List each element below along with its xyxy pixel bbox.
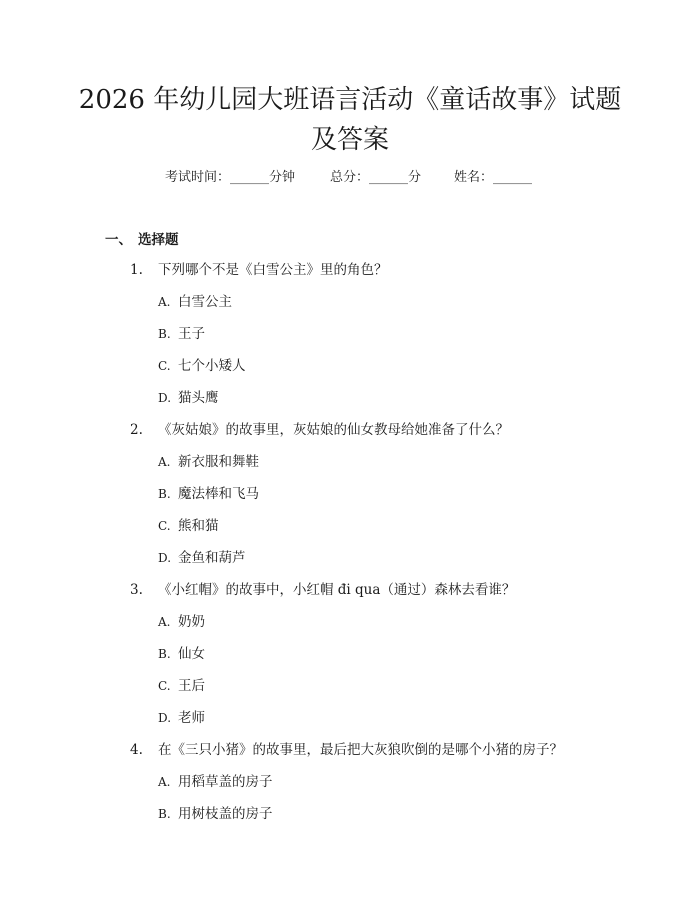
option-text: 奶奶 [178,614,205,630]
option-letter: B. [158,807,171,821]
question-1-option-c [158,356,246,376]
question-3-option-b [158,644,205,664]
question-4-option-b [158,804,273,824]
option-text: 白雪公主 [178,294,232,310]
question-2-option-d [158,548,246,568]
option-letter: C. [158,679,171,693]
section-number: 一、 [105,232,132,248]
option-letter: B. [158,487,171,501]
question-number: 2. [130,422,143,438]
option-text: 用稻草盖的房子 [178,774,273,790]
question-3 [130,580,515,600]
option-letter: B. [158,327,171,341]
option-text: 用树枝盖的房子 [178,806,273,822]
option-text: 新衣服和舞鞋 [178,454,259,470]
question-3-option-a [158,612,205,632]
option-text: 王子 [178,326,205,342]
question-text: 《灰姑娘》的故事里，灰姑娘的仙女教母给她准备了什么？ [158,422,509,438]
question-2 [130,420,509,440]
question-1-option-a [158,292,232,312]
option-letter: A. [158,775,171,789]
exam-time-field: 考试时间：______分钟 [165,170,296,185]
option-text: 魔法棒和飞马 [178,486,259,502]
option-letter: B. [158,647,171,661]
total-score-field: 总分：______分 [330,170,422,185]
option-letter: D. [158,391,172,405]
document-title: 2026 年幼儿园大班语言活动《童话故事》试题及答案 [78,85,622,155]
question-3-option-c [158,676,205,696]
question-4-option-a [158,772,273,792]
option-letter: D. [158,551,172,565]
option-letter: A. [158,615,171,629]
section-heading [105,230,179,250]
question-text: 下列哪个不是《白雪公主》里的角色？ [158,262,388,278]
option-text: 熊和猫 [178,518,219,534]
option-letter: C. [158,519,171,533]
question-number: 4. [130,742,143,758]
question-4 [130,740,563,760]
question-number: 1. [130,262,143,278]
option-letter: D. [158,711,172,725]
question-text: 《小红帽》的故事中，小红帽 đi qua（通过）森林去看谁？ [158,582,516,598]
option-text: 老师 [178,710,205,726]
option-text: 仙女 [178,646,205,662]
option-text: 金鱼和葫芦 [178,550,246,566]
student-name-field: 姓名：______ [454,170,533,185]
question-text: 在《三只小猪》的故事里，最后把大灰狼吹倒的是哪个小猪的房子？ [158,742,563,758]
question-1 [130,260,388,280]
option-letter: A. [158,295,171,309]
question-2-option-c [158,516,219,536]
option-text: 猫头鹰 [178,390,219,406]
question-number: 3. [130,582,143,598]
question-3-option-d [158,708,205,728]
question-2-option-b [158,484,259,504]
question-2-option-a [158,452,259,472]
option-letter: C. [158,359,171,373]
option-text: 王后 [178,678,205,694]
option-letter: A. [158,455,171,469]
option-text: 七个小矮人 [178,358,246,374]
question-1-option-b [158,324,205,344]
section-title: 选择题 [138,232,179,248]
question-1-option-d [158,388,219,408]
